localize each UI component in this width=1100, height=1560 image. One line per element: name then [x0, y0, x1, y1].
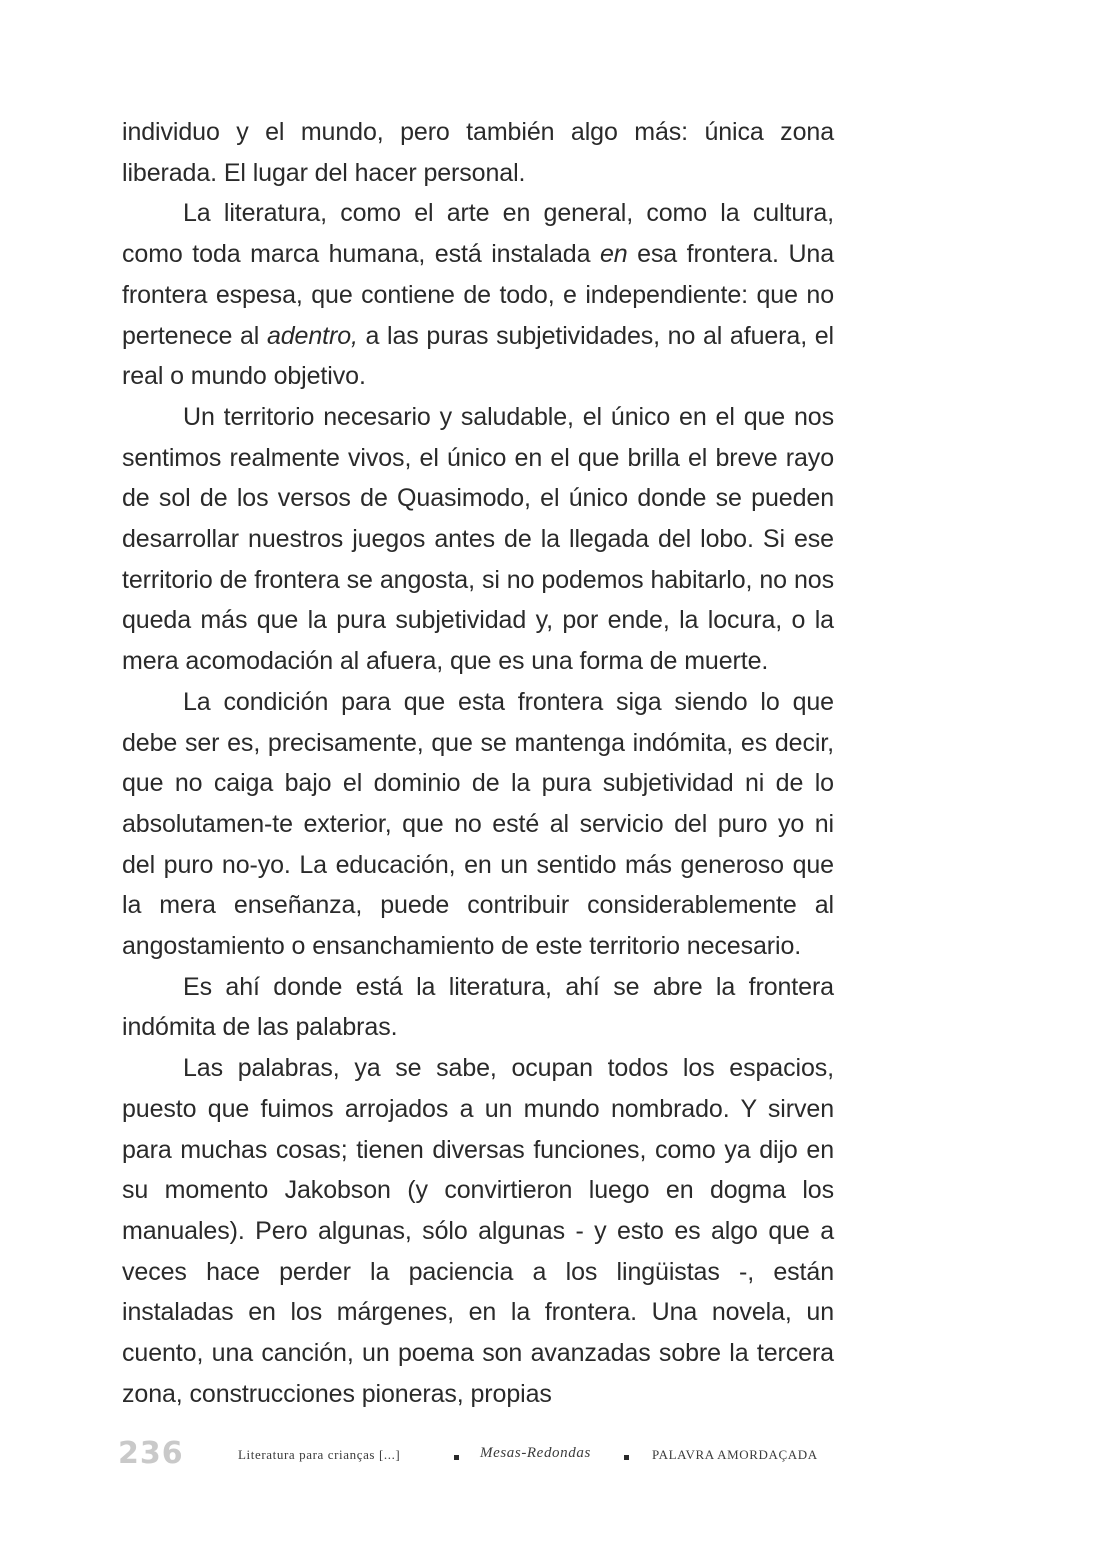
- paragraph-1: individuo y el mundo, pero también algo más: única zona liberada. El lugar del hacer personal.: [122, 118, 834, 187]
- page-number: 236: [118, 1436, 184, 1471]
- paragraph-2-emphasis-adentro: adentro,: [266, 321, 358, 350]
- footer-bullet-separator: [454, 1455, 459, 1460]
- body-text: [122, 112, 834, 1415]
- footer-collection-title: PALAVRA AMORDAÇADA: [652, 1447, 818, 1462]
- page-footer: [118, 1436, 834, 1476]
- paragraph-2-text-b: esa frontera. Una frontera espesa, que contiene de todo, e independiente: que no pertenece al: [122, 240, 835, 350]
- paragraph-5: Es ahí donde está la literatura, ahí se abre la frontera indómita de las palabras.: [122, 972, 834, 1042]
- footer-book-title: Literatura para crianças [...]: [238, 1447, 401, 1462]
- paragraph-2-emphasis-en: en: [599, 240, 628, 269]
- footer-bullet-separator: [624, 1455, 629, 1460]
- paragraph-6: Las palabras, ya se sabe, ocupan todos los espacios, puesto que fuimos arrojados a un mundo nombrado. Y sirven para muchas cosas; tienen diversas funciones, como ya dijo en su momento Jakobson (y convirtieron luego en dogma los manuales). Pero algunas, sólo algunas - y esto es algo que a veces hace perder la paciencia a los lingüistas -, están instaladas en los márgenes, en la frontera. Una novela, un cuento, una canción, un poema son avanzadas sobre la tercera zona, construcciones pioneras, propias: [122, 1054, 834, 1408]
- paragraph-3: Un territorio necesario y saludable, el único en el que nos sentimos realmente vivos, el único en el que brilla el breve rayo de sol de los versos de Quasimodo, el único donde se pueden desarrollar nuestros juegos antes de la llegada del lobo. Si ese territorio de frontera se angosta, si no podemos habitarlo, no nos queda más que la pura subjetividad y, por ende, la locura, o la mera acomodación al afuera, que es una forma de muerte.: [122, 402, 834, 676]
- paragraph-2-text-c: a las puras subjetividades, no al afuera, el real o mundo objetivo.: [122, 321, 835, 391]
- footer-section-title: Mesas-Redondas: [480, 1445, 591, 1461]
- paragraph-2-text-a: La literatura, como el arte en general, como la cultura, como toda marca humana, está instalada: [122, 199, 834, 269]
- paragraph-4: La condición para que esta frontera siga siendo lo que debe ser es, precisamente, que se mantenga indómita, es decir, que no caiga bajo el dominio de la pura subjetividad ni de lo absolutamen-te exterior, que no esté al servicio del puro yo ni del puro no-yo. La educación, en un sentido más generoso que la mera enseñanza, puede contribuir considerablemente al angostamiento o ensanchamiento de este territorio necesario.: [122, 687, 834, 961]
- paragraph-2: [122, 193, 834, 397]
